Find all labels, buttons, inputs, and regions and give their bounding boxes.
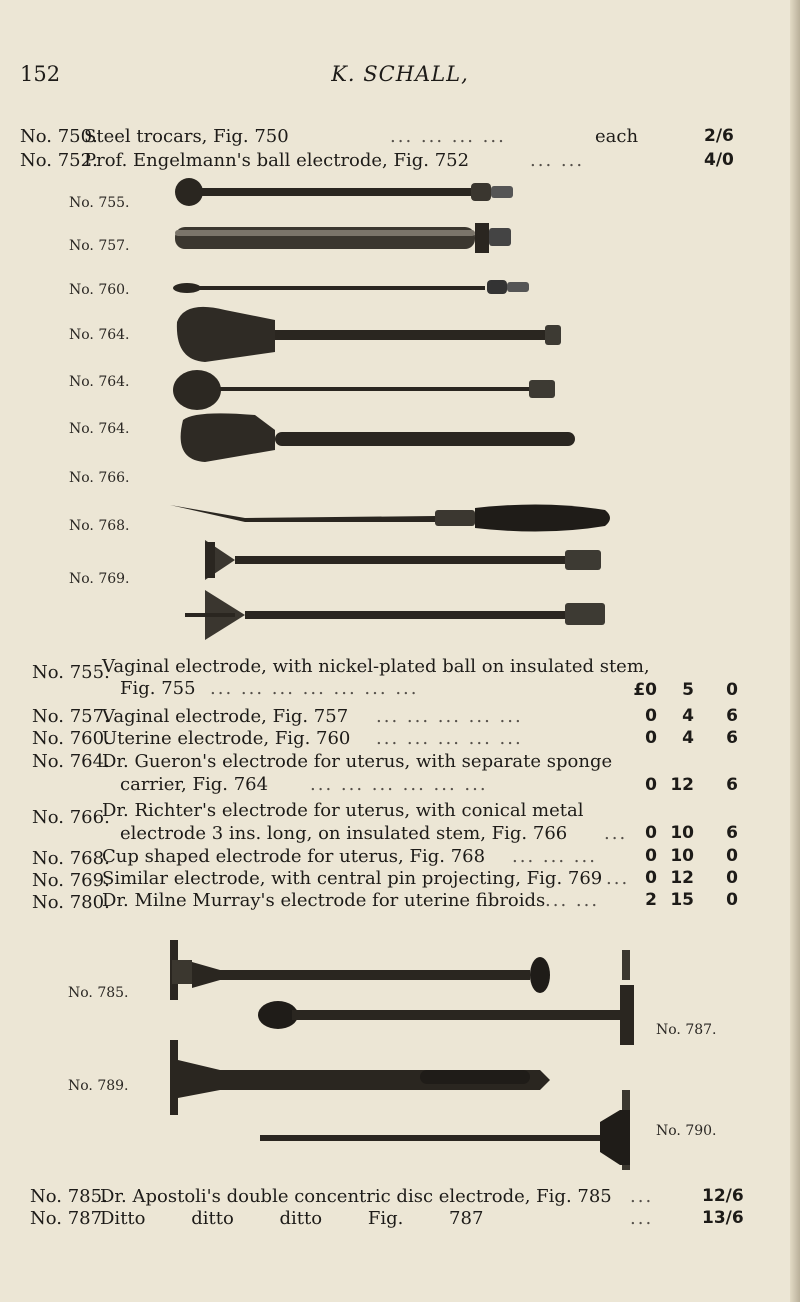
fig-label-766: No. 766.: [69, 470, 130, 486]
price-d: 6: [726, 823, 738, 843]
running-title: K. SCHALL,: [331, 62, 469, 86]
electrode-787-icon: [258, 950, 634, 1045]
fig-label-760: No. 760.: [69, 282, 130, 298]
price-d: 6: [726, 706, 738, 726]
list-item-760-number: No. 760.: [32, 728, 110, 749]
item-description: Steel trocars, Fig. 750: [84, 126, 289, 147]
item-785: [30, 1186, 750, 1207]
electrode-755-icon: [175, 178, 513, 206]
list-item-755-desc2: Fig. 755: [120, 678, 196, 699]
list-item-769-number: No. 769.: [32, 870, 110, 891]
price-d: 6: [726, 728, 738, 748]
item-number: No. 787: [30, 1208, 103, 1229]
list-item-755-desc: Vaginal electrode, with nickel-plated ball on insulated stem,: [102, 656, 650, 677]
electrode-illustrations-1: [165, 170, 725, 640]
item-description: Ditto ditto ditto Fig. 787: [100, 1208, 484, 1229]
list-item-764-desc2: carrier, Fig. 764: [120, 774, 269, 795]
electrode-785-icon: [170, 940, 550, 1000]
fig-label-790: No. 790.: [656, 1123, 717, 1139]
price-s: 5: [682, 680, 694, 700]
leader-dots: ...: [630, 1208, 654, 1229]
electrode-764b-icon: [173, 370, 555, 410]
list-item-766-number: No. 766.: [32, 807, 110, 828]
leader-dots: ...: [604, 823, 628, 844]
price-s: 12: [670, 775, 694, 795]
list-item-764-desc: Dr. Gueron's electrode for uterus, with separate sponge: [102, 751, 613, 772]
list-item-757-desc: Vaginal electrode, Fig. 757: [102, 706, 349, 727]
leader-dots: ... ... ... ... ... ... ...: [210, 678, 419, 699]
list-item-780-number: No. 780.: [32, 892, 110, 913]
price-d: 0: [726, 868, 738, 888]
fig-label-764b: No. 764.: [69, 374, 130, 390]
item-price: 4/0: [704, 150, 734, 170]
price-l: 0: [645, 728, 657, 748]
fig-label-769: No. 769.: [69, 571, 130, 587]
leader-dots: ...: [606, 868, 630, 889]
price-s: 12: [670, 868, 694, 888]
price-s: 10: [670, 846, 694, 866]
electrode-790-icon: [260, 1090, 630, 1170]
page-edge: [790, 0, 800, 1302]
price-d: 0: [726, 846, 738, 866]
fig-label-785: No. 785.: [68, 985, 129, 1001]
page-number: 152: [20, 62, 61, 86]
leader-dots: ... ... ... ...: [390, 126, 506, 147]
leader-dots: ... ... ...: [512, 846, 597, 867]
item-price: 13/6: [702, 1208, 744, 1228]
price-d: 6: [726, 775, 738, 795]
list-item-764-number: No. 764.: [32, 751, 110, 772]
list-item-766-desc: Dr. Richter's electrode for uterus, with conical metal: [102, 800, 584, 821]
list-item-755-number: No. 755.: [32, 662, 110, 683]
leader-dots: ... ... ... ... ...: [376, 706, 523, 727]
price-s: 4: [682, 706, 694, 726]
price-l: £0: [633, 680, 657, 700]
list-item-760-desc: Uterine electrode, Fig. 760: [102, 728, 351, 749]
electrode-766-icon: [170, 504, 610, 531]
electrode-789-icon: [170, 1040, 550, 1115]
price-l: 2: [645, 890, 657, 910]
item-description: Dr. Apostoli's double concentric disc electrode, Fig. 785: [100, 1186, 612, 1207]
price-s: 15: [670, 890, 694, 910]
item-number: No. 785.: [30, 1186, 108, 1207]
item-752: [20, 150, 750, 171]
electrode-757-icon: [175, 223, 511, 253]
leader-dots: ...: [630, 1186, 654, 1207]
price-s: 10: [670, 823, 694, 843]
item-750: [20, 126, 750, 147]
leader-dots: ... ...: [545, 890, 600, 911]
item-price: 12/6: [702, 1186, 744, 1206]
fig-label-755: No. 755.: [69, 195, 130, 211]
item-description: Prof. Engelmann's ball electrode, Fig. 752: [84, 150, 470, 171]
leader-dots: ... ... ... ... ...: [376, 728, 523, 749]
item-price: 2/6: [704, 126, 734, 146]
electrode-769-icon: [185, 590, 605, 640]
price-l: 0: [645, 823, 657, 843]
item-unit: each: [595, 126, 639, 147]
list-item-757-number: No. 757.: [32, 706, 110, 727]
price-l: 0: [645, 846, 657, 866]
price-l: 0: [645, 775, 657, 795]
electrode-illustrations-2: [160, 930, 650, 1170]
price-d: 0: [726, 680, 738, 700]
list-item-780-desc: Dr. Milne Murray's electrode for uterine fibroids: [102, 890, 546, 911]
fig-label-789: No. 789.: [68, 1078, 129, 1094]
price-l: 0: [645, 706, 657, 726]
list-item-766-desc2: electrode 3 ins. long, on insulated stem, Fig. 766: [120, 823, 568, 844]
leader-dots: ... ... ... ... ... ...: [310, 774, 488, 795]
fig-label-768: No. 768.: [69, 518, 130, 534]
leader-dots: ... ...: [530, 150, 585, 171]
electrode-764c-icon: [181, 413, 575, 462]
price-l: 0: [645, 868, 657, 888]
item-number: No. 750.: [20, 126, 98, 147]
fig-label-764c: No. 764.: [69, 421, 130, 437]
list-item-768-desc: Cup shaped electrode for uterus, Fig. 768: [102, 846, 486, 867]
price-s: 4: [682, 728, 694, 748]
list-item-768-number: No. 768.: [32, 848, 110, 869]
list-item-769-desc: Similar electrode, with central pin projecting, Fig. 769: [102, 868, 603, 889]
item-number: No. 752.: [20, 150, 98, 171]
price-d: 0: [726, 890, 738, 910]
fig-label-764a: No. 764.: [69, 327, 130, 343]
fig-label-787: No. 787.: [656, 1022, 717, 1038]
electrode-760-icon: [173, 280, 529, 294]
item-787: [30, 1208, 750, 1229]
electrode-764a-icon: [177, 307, 561, 362]
electrode-768-icon: [205, 540, 601, 580]
fig-label-757: No. 757.: [69, 238, 130, 254]
